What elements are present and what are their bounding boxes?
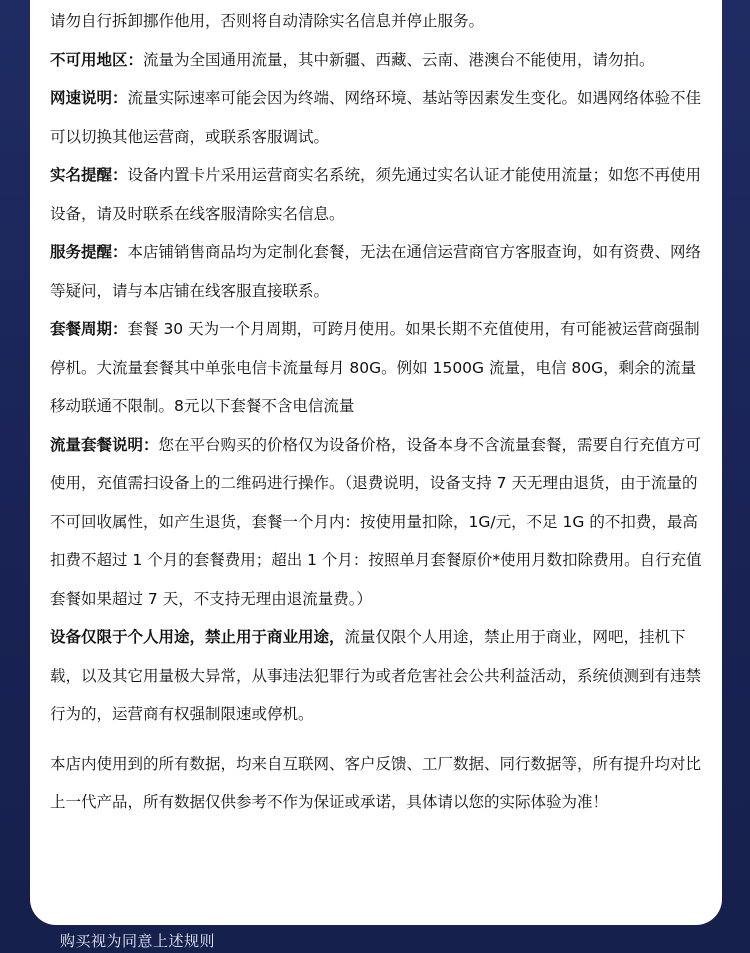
service-paragraph: [50, 233, 710, 310]
rules-content: [50, 0, 710, 821]
service-text: 本店铺销售商品均为定制化套餐，无法在通信运营商官方客服查询，如有资费、网络等疑问，请与本店铺在线客服直接联系。: [50, 243, 702, 300]
plan-paragraph: [50, 426, 710, 619]
unavailable-region-paragraph: [50, 41, 710, 80]
data-disclaimer-text: 本店内使用到的所有数据，均来自互联网、客户反馈、工厂数据、同行数据等，所有提升均对比上一代产品，所有数据仅供参考不作为保证或承诺，具体请以您的实际体验为准！: [50, 754, 702, 811]
footer-notice: 购买视为同意上述规则: [60, 932, 216, 950]
personal-use-label: 设备仅限于个人用途，禁止用于商业用途，: [50, 628, 345, 646]
intro-text: 请勿自行拆卸挪作他用，否则将自动清除实名信息并停止服务。: [50, 12, 485, 30]
personal-use-paragraph: [50, 618, 710, 734]
data-disclaimer-paragraph: [50, 745, 710, 821]
personal-use-text: 流量仅限个人用途，禁止用于商业，网吧，挂机下载，以及其它用量极大异常，从事违法犯罪行为或者危害社会公共利益活动，系统侦测到有违禁行为的，运营商有权强制限速或停机。: [50, 628, 702, 723]
speed-paragraph: [50, 79, 710, 156]
period-label: 套餐周期：: [50, 320, 128, 338]
unavailable-region-text: 流量为全国通用流量，其中新疆、西藏、云南、港澳台不能使用，请勿拍。: [143, 50, 655, 69]
service-label: 服务提醒：: [50, 243, 128, 261]
period-paragraph: [50, 310, 710, 426]
speed-label: 网速说明：: [50, 89, 128, 107]
speed-text: 流量实际速率可能会因为终端、网络环境、基站等因素发生变化。如遇网络体验不佳可以切换其他运营商，或联系客服调试。: [50, 89, 702, 146]
plan-label: 流量套餐说明：: [50, 435, 159, 454]
unavailable-region-label: 不可用地区：: [50, 50, 144, 69]
realname-label: 实名提醒：: [50, 166, 128, 184]
realname-paragraph: [50, 156, 710, 233]
plan-text: 您在平台购买的价格仅为设备价格，设备本身不含流量套餐，需要自行充值方可使用，充值需扫设备上的二维码进行操作。（退费说明，设备支持 7 天无理由退货，由于流量的不可回收属性，如产生退货，套餐一个月内：按使用量扣除，1G/元，不足 1G 的不扣费，最高扣费不超过 1 个月的套餐费用；超出 1 个月：按照单月套餐原价*使用月数扣除费用。自行充值套餐如果超过 7 天，不支持无理由退流量费。）: [50, 435, 702, 608]
intro-paragraph: [50, 2, 710, 41]
period-text: 套餐 30 天为一个月周期，可跨月使用。如果长期不充值使用，有可能被运营商强制停机。大流量套餐其中单张电信卡流量每月 80G。例如 1500G 流量，电信 80G，剩余的流量移动联通不限制。8元以下套餐不含电信流量: [50, 320, 700, 415]
realname-text: 设备内置卡片采用运营商实名系统，须先通过实名认证才能使用流量；如您不再使用设备，请及时联系在线客服清除实名信息。: [50, 166, 702, 223]
